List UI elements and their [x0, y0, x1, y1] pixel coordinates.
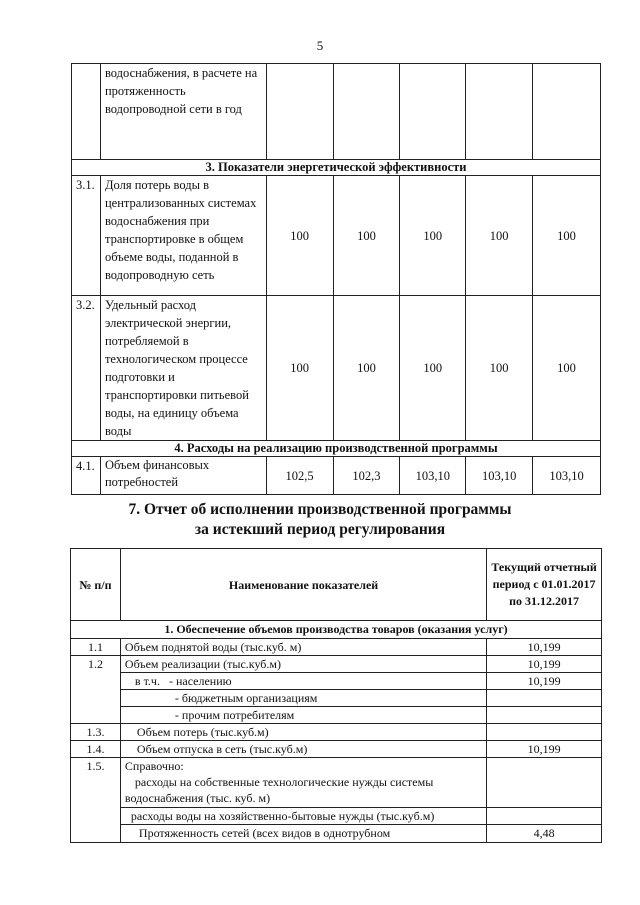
value-cell: 100: [333, 176, 400, 296]
reference-label: Справочно:: [124, 759, 184, 773]
section-4-title: 4. Расходы на реализацию производственной программы: [72, 441, 601, 457]
row-number: 1.2: [71, 656, 121, 724]
value-cell: [487, 808, 602, 825]
indicator-name: Объем реализации (тыс.куб.м): [120, 656, 486, 673]
value-cell: 102,5: [266, 457, 333, 495]
indicator-name: - прочим потребителям: [120, 707, 486, 724]
row-number: 3.1.: [72, 176, 101, 296]
table-row: [71, 741, 602, 758]
value-cell: 4,48: [487, 825, 602, 843]
indicator-name: Объем поднятой воды (тыс.куб. м): [120, 639, 486, 656]
value-cell: 10,199: [487, 673, 602, 690]
value-cell: 102,3: [333, 457, 400, 495]
value-cell: [487, 690, 602, 707]
table-row: [71, 639, 602, 656]
page-number: 5: [316, 38, 324, 53]
indicator-name: Доля потерь воды в централизованных системах водоснабжения при транспортировке в общем объеме воды, поданной в водопроводную сеть: [100, 176, 266, 296]
table-row: [71, 656, 602, 673]
value-cell: [487, 758, 602, 808]
indicator-name: Объем финансовых потребностей: [100, 457, 266, 495]
indicator-name: [120, 758, 486, 808]
section-1-title: 1. Обеспечение объемов производства товаров (оказания услуг): [71, 621, 602, 639]
column-header-period: Текущий отчетный период с 01.01.2017 по 31.12.2017: [487, 549, 602, 621]
table-row: [72, 176, 601, 296]
table-row: [71, 758, 602, 808]
header-row: [71, 549, 602, 621]
row-number: 1.3.: [71, 724, 121, 741]
indicator-name: - бюджетным организациям: [120, 690, 486, 707]
column-header-number: № п/п: [71, 549, 121, 621]
table-row: [71, 707, 602, 724]
section-heading: [0, 500, 640, 540]
table-row: [71, 724, 602, 741]
row-number: 4.1.: [72, 457, 101, 495]
energy-efficiency-table: [71, 63, 601, 495]
row-number: 1.1: [71, 639, 121, 656]
indicator-name: в т.ч. - населению: [120, 673, 486, 690]
value-cell: 10,199: [487, 656, 602, 673]
table-row: [72, 296, 601, 441]
table-row: [71, 690, 602, 707]
value-cell: 103,10: [400, 457, 466, 495]
value-cell: 10,199: [487, 639, 602, 656]
value-cell: 100: [466, 176, 533, 296]
heading-line-1: 7. Отчет об исполнении производственной программы: [128, 501, 512, 518]
table-row: [71, 825, 602, 843]
value-cell: 100: [466, 296, 533, 441]
value-cell: 100: [533, 296, 601, 441]
table-row: [72, 64, 601, 160]
section-row: [72, 441, 601, 457]
indicator-name: Объем отпуска в сеть (тыс.куб.м): [120, 741, 486, 758]
table-row: [71, 808, 602, 825]
reference-line: расходы на собственные технологические нужды системы: [134, 775, 434, 789]
row-number: 3.2.: [72, 296, 101, 441]
indicator-name: Протяженность сетей (всех видов в однотрубном: [120, 825, 486, 843]
table-row: [71, 673, 602, 690]
value-cell: 100: [266, 296, 333, 441]
column-header-name: Наименование показателей: [120, 549, 486, 621]
reference-line: водоснабжения (тыс. куб. м): [124, 791, 271, 805]
section-row: [72, 160, 601, 176]
indicator-name: водоснабжения, в расчете на протяженность водопроводной сети в год: [100, 64, 266, 160]
value-cell: 100: [266, 176, 333, 296]
heading-line-2: за истекший период регулирования: [194, 521, 446, 538]
value-cell: 103,10: [533, 457, 601, 495]
value-cell: 100: [333, 296, 400, 441]
value-cell: 100: [533, 176, 601, 296]
row-number: 1.4.: [71, 741, 121, 758]
value-cell: [487, 707, 602, 724]
program-report-table: [70, 548, 602, 843]
indicator-name: Удельный расход электрической энергии, потребляемой в технологическом процессе подготовки и транспортировки питьевой воды, на единицу объема воды: [100, 296, 266, 441]
value-cell: 103,10: [466, 457, 533, 495]
value-cell: 100: [400, 176, 466, 296]
section-3-title: 3. Показатели энергетической эффективности: [72, 160, 601, 176]
indicator-name: Объем потерь (тыс.куб.м): [120, 724, 486, 741]
value-cell: 100: [400, 296, 466, 441]
value-cell: 10,199: [487, 741, 602, 758]
table-row: [72, 457, 601, 495]
section-row: [71, 621, 602, 639]
value-cell: [487, 724, 602, 741]
indicator-name: расходы воды на хозяйственно-бытовые нужды (тыс.куб.м): [120, 808, 486, 825]
row-number: 1.5.: [71, 758, 121, 843]
